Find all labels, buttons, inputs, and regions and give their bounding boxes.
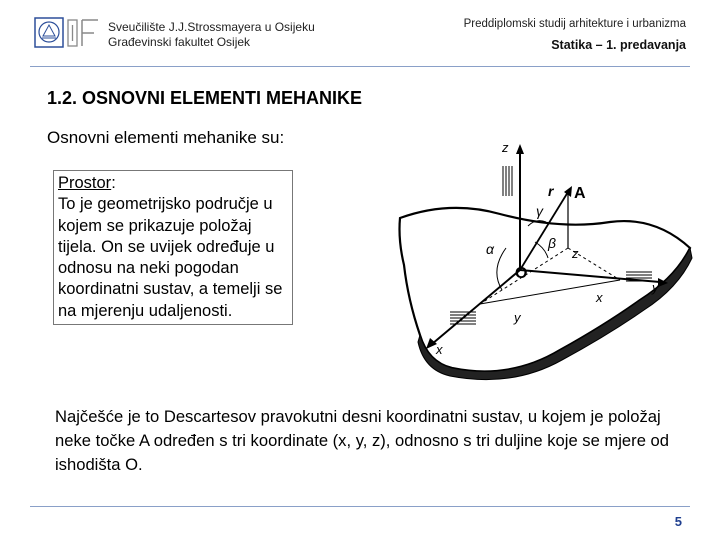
study-program: Preddiplomski studij arhitekture i urbanizma [463,18,686,30]
label-x-axis: x [436,342,443,357]
label-origin: O [515,265,528,282]
definition-box [53,170,293,325]
label-vector: r [548,183,554,199]
label-beta: β [548,235,556,251]
coordinate-system-figure [390,130,700,390]
faculty-name: Građevinski fakultet Osijek [108,35,251,49]
hatch-z [503,166,512,196]
faculty-logo [34,16,102,50]
definition-colon: : [111,174,116,192]
label-coord-z: z [572,246,579,261]
description-text: Najčešće je to Descartesov pravokutni desni koordinatni sustav, u kojem je položaj neke točke A određen s tri koordinate (x, y, z), odnosno s tri duljine koje se mjere od ishodišta O. [55,407,669,474]
definition-text: To je geometrijsko područje u kojem se prikazuje položaj tijela. On se uvijek određuje u odnosu na neki pogodan koordinatni sustav, a temelji se na mjerenju udaljenosti. [58,195,283,320]
course-title: Statika – 1. predavanja [551,38,686,52]
page-number: 5 [674,514,682,529]
slab-top [400,208,691,372]
university-info [108,20,315,50]
footer-divider [30,506,690,507]
label-y-axis: y [652,280,659,295]
label-coord-y: y [514,310,521,325]
definition-term: Prostor [58,174,112,192]
label-coord-x: x [596,290,603,305]
university-name: Sveučilište J.J.Strossmayera u Osijeku [108,20,315,34]
label-z-axis: z [502,140,509,155]
label-gamma: γ [536,203,543,219]
section-title: 1.2. OSNOVNI ELEMENTI MEHANIKE [47,88,363,108]
intro-text: Osnovni elementi mehanike su: [47,128,285,147]
label-point: A [574,185,586,202]
header-divider [30,66,690,67]
label-alpha: α [486,241,494,257]
